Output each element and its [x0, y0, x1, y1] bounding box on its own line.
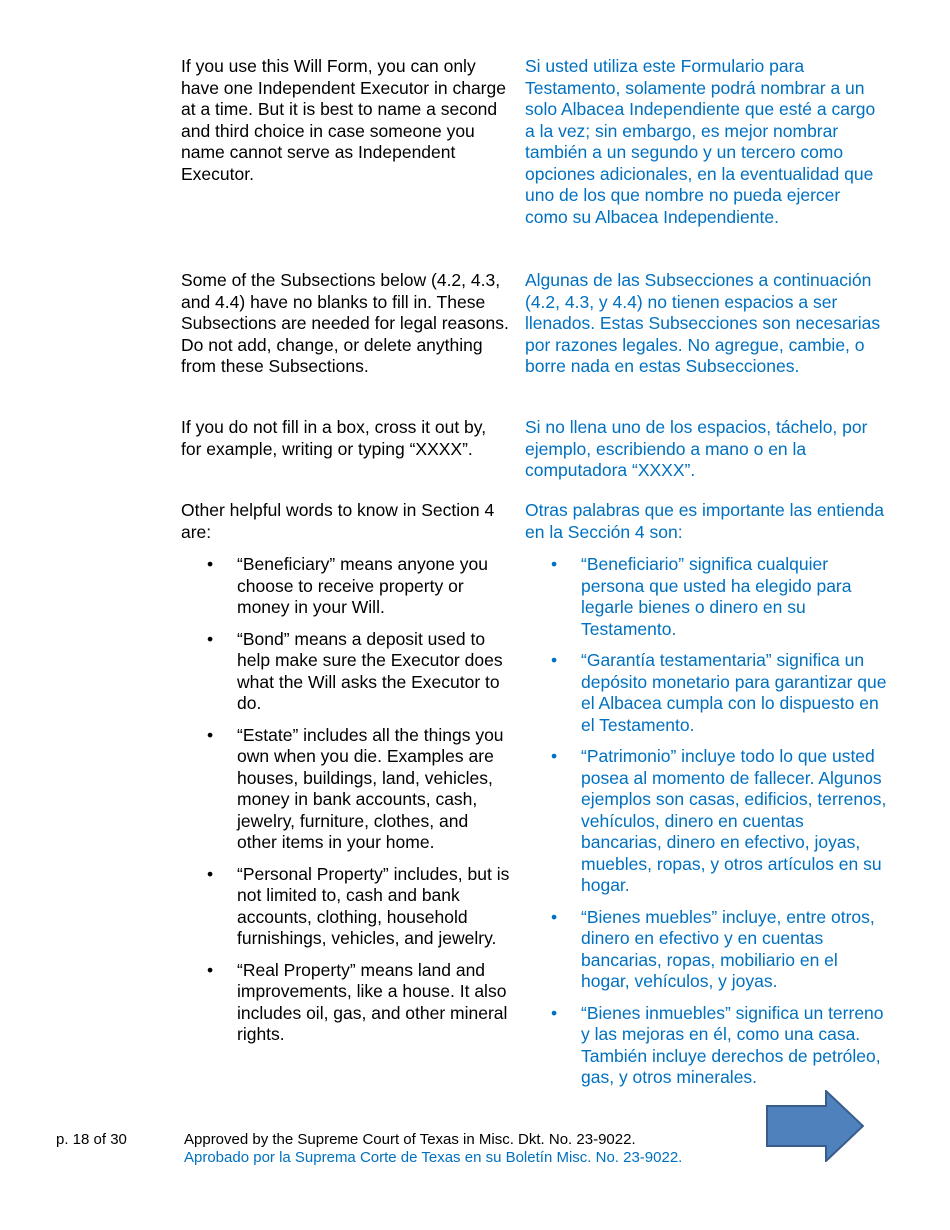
definition-garantia: “Garantía testamentaria” significa un depósito monetario para garantizar que el Albacea cumpla con lo dispuesto en el Testamento.: [581, 650, 887, 735]
definition-patrimonio: “Patrimonio” incluye todo lo que usted posea al momento de fallecer. Algunos ejemplos son casas, edificios, terrenos, vehículos, dinero en cuentas bancarias, dinero en efectivo, joyas, muebles, ropas, y otros artículos en su hogar.: [581, 746, 887, 895]
list-item: • “Bienes muebles” incluye, entre otros, dinero en efectivo y en cuentas bancarias, ropas, mobiliario en el hogar, vehículos, y joyas.: [551, 906, 875, 991]
list-item: • “Beneficiario” significa cualquier persona que usted ha elegido para legarle bienes o dinero en su Testamento.: [551, 554, 852, 639]
list-item: • “Estate” includes all the things you own when you die. Examples are houses, buildings, land, vehicles, money in bank accounts, cash, jewelry, furniture, clothes, and other items in your home.: [207, 724, 504, 852]
list-item: • “Bienes inmuebles” significa un terreno y las mejoras en él, como una casa. También incluye derechos de petróleo, gas, y otros minerales.: [551, 1002, 884, 1087]
definition-beneficiario: “Beneficiario” significa cualquier persona que usted ha elegido para legarle bienes o dinero en su Testamento.: [581, 554, 852, 639]
english-paragraph-cross-out: If you do not fill in a box, cross it out by, for example, writing or typing “XXXX”.: [181, 417, 487, 459]
english-paragraph-subsections: Some of the Subsections below (4.2, 4.3, and 4.4) have no blanks to fill in. These Subsections are needed for legal reasons. Do not add, change, or delete anything from these Subsections.: [181, 270, 509, 376]
english-paragraph-executor: If you use this Will Form, you can only have one Independent Executor in charge at a time. But it is best to name a second and third choice in case someone you name cannot serve as Independent Executor.: [181, 56, 506, 184]
spanish-definitions-list: [525, 554, 887, 1099]
spanish-paragraph-helpful-words: Otras palabras que es importante las entienda en la Sección 4 son:: [525, 500, 884, 542]
english-definitions-list: [181, 554, 511, 1056]
definition-estate: “Estate” includes all the things you own when you die. Examples are houses, buildings, land, vehicles, money in bank accounts, cash, jewelry, furniture, clothes, and other items in your home.: [237, 724, 504, 852]
list-item: • “Bond” means a deposit used to help make sure the Executor does what the Will asks the Executor to do.: [207, 628, 503, 713]
list-item: • “Garantía testamentaria” significa un depósito monetario para garantizar que el Albacea cumpla con lo dispuesto en el Testamento.: [551, 650, 887, 735]
list-item: • “Beneficiary” means anyone you choose to receive property or money in your Will.: [207, 554, 488, 617]
definition-personal-property: “Personal Property” includes, but is not limited to, cash and bank accounts, clothing, household furnishings, vehicles, and jewelry.: [237, 863, 510, 948]
approval-notice-spanish: Aprobado por la Suprema Corte de Texas en su Boletín Misc. No. 23-9022.: [184, 1149, 683, 1166]
right-arrow-icon[interactable]: [766, 1090, 864, 1162]
definition-real-property: “Real Property” means land and improvements, like a house. It also includes oil, gas, and other mineral rights.: [237, 959, 508, 1044]
definition-bienes-muebles: “Bienes muebles” incluye, entre otros, dinero en efectivo y en cuentas bancarias, ropas, mobiliario en el hogar, vehículos, y joyas.: [581, 906, 875, 991]
english-paragraph-helpful-words: Other helpful words to know in Section 4 are:: [181, 500, 495, 542]
spanish-paragraph-cross-out: Si no llena uno de los espacios, táchelo, por ejemplo, escribiendo a mano o en la computadora “XXXX”.: [525, 417, 868, 480]
approval-notice-english: Approved by the Supreme Court of Texas in Misc. Dkt. No. 23-9022.: [184, 1131, 636, 1148]
definition-bond: “Bond” means a deposit used to help make sure the Executor does what the Will asks the Executor to do.: [237, 628, 503, 713]
list-item: • “Real Property” means land and improvements, like a house. It also includes oil, gas, and other mineral rights.: [207, 959, 508, 1044]
list-item: • “Patrimonio” incluye todo lo que usted posea al momento de fallecer. Algunos ejemplos son casas, edificios, terrenos, vehículos, dinero en cuentas bancarias, dinero en efectivo, joyas, muebles, ropas, y otros artículos en su hogar.: [551, 746, 887, 895]
spanish-paragraph-subsections: Algunas de las Subsecciones a continuación (4.2, 4.3, y 4.4) no tienen espacios a ser llenados. Estas Subsecciones son necesarias por razones legales. No agregue, cambie, o borre nada en estas Subsecciones.: [525, 270, 881, 376]
spanish-paragraph-executor: Si usted utiliza este Formulario para Testamento, solamente podrá nombrar a un solo Albacea Independiente que esté a cargo a la vez; sin embargo, es mejor nombrar también a un segundo y un tercero como opciones adicionales, en la eventualidad que uno de los que nombre no pueda ejercer como su Albacea Independiente.: [525, 56, 876, 227]
definition-bienes-inmuebles: “Bienes inmuebles” significa un terreno y las mejoras en él, como una casa. También incluye derechos de petróleo, gas, y otros minerales.: [581, 1002, 884, 1087]
page-number: p. 18 of 30: [56, 1131, 127, 1148]
definition-beneficiary: “Beneficiary” means anyone you choose to receive property or money in your Will.: [237, 554, 488, 617]
next-page-arrow-shape[interactable]: [767, 1091, 863, 1161]
list-item: • “Personal Property” includes, but is not limited to, cash and bank accounts, clothing, household furnishings, vehicles, and jewelry.: [207, 863, 510, 948]
